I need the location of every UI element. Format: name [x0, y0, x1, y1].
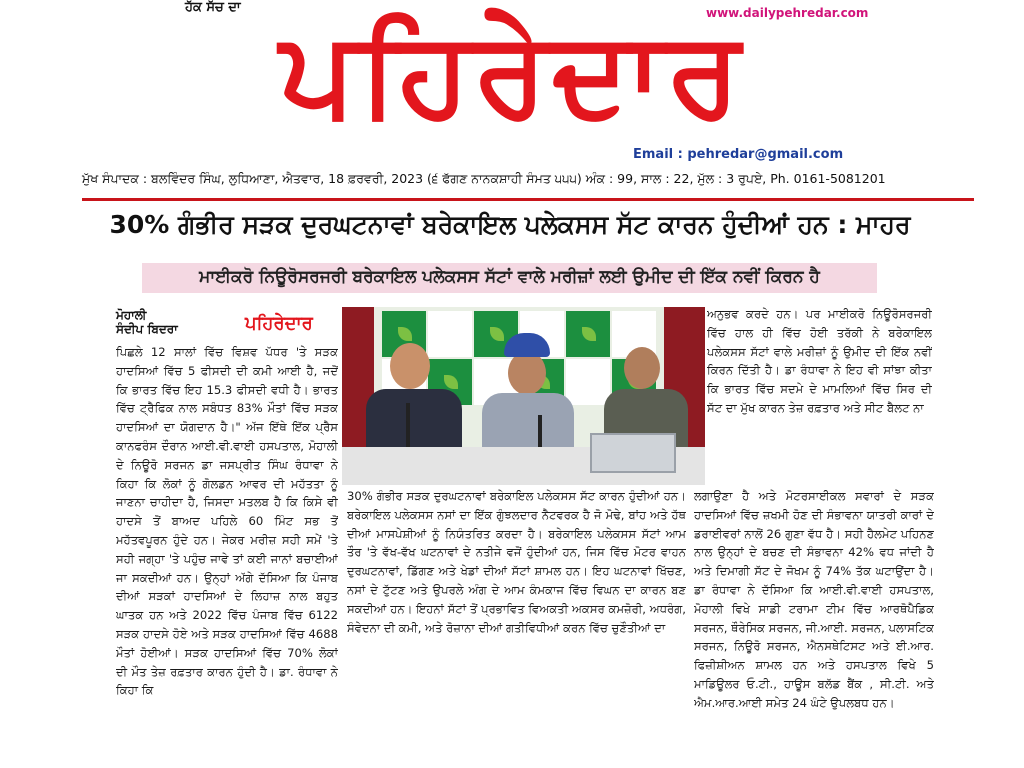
byline-place: ਮੋਹਾਲੀ: [116, 308, 147, 322]
article-column-left: ਪਿਛਲੇ 12 ਸਾਲਾਂ ਵਿੱਚ ਵਿਸ਼ਵ ਪੱਧਰ 'ਤੇ ਸੜਕ ਹਾਦਸਿਆਂ ਵਿੱਚ 5 ਫੀਸਦੀ ਦੀ ਕਮੀ ਆਈ ਹੈ, ਜਦੋਂ ਕਿ ਭਾਰਤ ਵਿੱਚ ਇਹ 15.3 ਫੀਸਦੀ ਵਧੀ ਹੈ। ਭਾਰਤ ਵਿੱਚ ਟ੍ਰੈਫਿਕ ਨਾਲ ਸਬੰਧਤ 83% ਮੌਤਾਂ ਵਿੱਚ ਸੜਕ ਹਾਦਸਿਆਂ ਦਾ ਯੋਗਦਾਨ ਹੈ।" ਅੱਜ ਇੱਥੇ ਇੱਕ ਪ੍ਰੈਸ ਕਾਨਫਰੰਸ ਦੌਰਾਨ ਆਈ.ਵੀ.ਵਾਈ ਹਸਪਤਾਲ, ਮੋਹਾਲੀ ਦੇ ਨਿਊਰੋ ਸਰਜਨ ਡਾ ਜਸਪ੍ਰੀਤ ਸਿੰਘ ਰੰਧਾਵਾ ਨੇ ਕਿਹਾ ਕਿ ਲੋਕਾਂ ਨੂੰ ਗੋਲਡਨ ਆਵਰ ਦੀ ਮਹੱਤਤਾ ਨੂੰ ਜਾਣਨਾ ਚਾਹੀਦਾ ਹੈ, ਜਿਸਦਾ ਮਤਲਬ ਹੈ ਕਿ ਕਿਸੇ ਵੀ ਹਾਦਸੇ ਤੋਂ ਬਾਅਦ ਪਹਿਲੇ 60 ਮਿੰਟ ਸਭ ਤੋਂ ਮਹੱਤਵਪੂਰਨ ਹੁੰਦੇ ਹਨ। ਜੇਕਰ ਮਰੀਜ਼ ਸਹੀ ਸਮੇਂ 'ਤੇ ਸਹੀ ਜਗ੍ਹਾ 'ਤੇ ਪਹੁੰਚ ਜਾਵੇ ਤਾਂ ਕਈ ਜਾਨਾਂ ਬਚਾਈਆਂ ਜਾ ਸਕਦੀਆਂ ਹਨ। ਉਨ੍ਹਾਂ ਅੱਗੇ ਦੱਸਿਆ ਕਿ ਪੰਜਾਬ ਦੀਆਂ ਸੜਕਾਂ ਹਾਦਸਿਆਂ ਦੇ ਲਿਹਾਜ਼ ਨਾਲ ਬਹੁਤ ਘਾਤਕ ਹਨ ਅਤੇ 2022 ਵਿੱਚ ਪੰਜਾਬ ਵਿੱਚ 6122 ਸੜਕ ਹਾਦਸੇ ਹੋਏ ਅਤੇ ਸੜਕ ਹਾਦਸਿਆਂ ਵਿੱਚ 4688 ਮੌਤਾਂ ਹੋਈਆਂ। ਸੜਕ ਹਾਦਸਿਆਂ ਵਿੱਚ 70% ਲੋਕਾਂ ਦੀ ਮੌਤ ਤੇਜ਼ ਰਫ਼ਤਾਰ ਕਾਰਨ ਹੁੰਦੀ ਹੈ। ਡਾ. ਰੰਧਾਵਾ ਨੇ ਕਿਹਾ ਕਿ: [116, 345, 338, 698]
masthead-title: ਪਹਿਰੇਦਾਰ: [279, 4, 745, 142]
byline-name: ਸੰਦੀਪ ਬਿਦਰਾ: [116, 322, 178, 336]
speaker-left-head: [390, 343, 430, 389]
press-conference-photo-icon: [342, 307, 705, 485]
article-headline: 30% ਗੰਭੀਰ ਸੜਕ ਦੁਰਘਟਨਾਵਾਂ ਬਰੇਕਾਇਲ ਪਲੇਕਸਸ ਸੱਟ ਕਾਰਨ ਹੁੰਦੀਆਂ ਹਨ : ਮਾਹਰ: [109, 210, 911, 239]
masthead-tagline: ਹੱਕ ਸੱਚ ਦਾ: [185, 0, 241, 15]
newspaper-logo-small: ਪਹਿਰੇਦਾਰ: [245, 313, 313, 334]
masthead-email[interactable]: Email : pehredar@gmail.com: [633, 147, 844, 162]
masthead-divider: [82, 198, 974, 201]
backdrop-panel: [566, 359, 610, 405]
masthead-website[interactable]: www.dailypehredar.com: [706, 6, 869, 20]
speaker-right-head: [624, 347, 660, 389]
speaker-center-head: [508, 351, 546, 395]
article-subheadline: ਮਾਈਕਰੋ ਨਿਊਰੋਸਰਜਰੀ ਬਰੇਕਾਇਲ ਪਲੇਕਸਸ ਸੱਟਾਂ ਵਾਲੇ ਮਰੀਜ਼ਾਂ ਲਈ ਉਮੀਦ ਦੀ ਇੱਕ ਨਵੀਂ ਕਿਰਨ ਹੈ: [199, 267, 820, 287]
laptop-icon: [590, 433, 676, 473]
article-column-middle: 30% ਗੰਭੀਰ ਸੜਕ ਦੁਰਘਟਨਾਵਾਂ ਬਰੇਕਾਇਲ ਪਲੇਕਸਸ ਸੱਟ ਕਾਰਨ ਹੁੰਦੀਆਂ ਹਨ। ਬਰੇਕਾਇਲ ਪਲੇਕਸਸ ਨਸਾਂ ਦਾ ਇੱਕ ਗੁੰਝਲਦਾਰ ਨੈਟਵਰਕ ਹੈ ਜੋ ਮੋਢੇ, ਬਾਂਹ ਅਤੇ ਹੱਥ ਦੀਆਂ ਮਾਸਪੇਸ਼ੀਆਂ ਨੂੰ ਨਿਯੰਤਰਿਤ ਕਰਦਾ ਹੈ। ਬਰੇਕਾਇਲ ਪਲੇਕਸਸ ਸੱਟਾਂ ਆਮ ਤੌਰ 'ਤੇ ਵੱਖ-ਵੱਖ ਘਟਨਾਵਾਂ ਦੇ ਨਤੀਜੇ ਵਜੋਂ ਹੁੰਦੀਆਂ ਹਨ, ਜਿਸ ਵਿੱਚ ਮੋਟਰ ਵਾਹਨ ਦੁਰਘਟਨਾਵਾਂ, ਡਿੱਗਣ ਅਤੇ ਖੇਡਾਂ ਦੀਆਂ ਸੱਟਾਂ ਸ਼ਾਮਲ ਹਨ। ਇਹ ਘਟਨਾਵਾਂ ਖਿੱਚਣ, ਨਸਾਂ ਦੇ ਟੁੱਟਣ ਅਤੇ ਉਪਰਲੇ ਅੰਗ ਦੇ ਆਮ ਕੰਮਕਾਜ ਵਿੱਚ ਵਿਘਨ ਦਾ ਕਾਰਨ ਬਣ ਸਕਦੀਆਂ ਹਨ। ਇਹਨਾਂ ਸੱਟਾਂ ਤੋਂ ਪ੍ਰਭਾਵਿਤ ਵਿਅਕਤੀ ਅਕਸਰ ਕਮਜ਼ੋਰੀ, ਅਧਰੰਗ, ਸੰਵੇਦਨਾ ਦੀ ਕਮੀ, ਅਤੇ ਰੋਜ਼ਾਨਾ ਦੀਆਂ ਗਤੀਵਿਧੀਆਂ ਕਰਨ ਵਿੱਚ ਚੁਣੌਤੀਆਂ ਦਾ: [347, 489, 686, 635]
backdrop-panel: [428, 311, 472, 357]
article-column-right-top: ਅਨੁਭਵ ਕਰਦੇ ਹਨ। ਪਰ ਮਾਈਕਰੋ ਨਿਊਰੋਸਰਜਰੀ ਵਿੱਚ ਹਾਲ ਹੀ ਵਿੱਚ ਹੋਈ ਤਰੱਕੀ ਨੇ ਬਰੇਕਾਇਲ ਪਲੇਕਸਸ ਸੱਟਾਂ ਵਾਲੇ ਮਰੀਜ਼ਾਂ ਨੂੰ ਉਮੀਦ ਦੀ ਇੱਕ ਨਵੀਂ ਕਿਰਨ ਦਿੱਤੀ ਹੈ। ਡਾ ਰੰਧਾਵਾ ਨੇ ਇਹ ਵੀ ਸਾਂਝਾ ਕੀਤਾ ਕਿ ਭਾਰਤ ਵਿੱਚ ਸਦਮੇ ਦੇ ਮਾਮਲਿਆਂ ਵਿੱਚ ਸਿਰ ਦੀ ਸੱਟ ਦਾ ਮੁੱਖ ਕਾਰਨ ਤੇਜ਼ ਰਫ਼ਤਾਰ ਅਤੇ ਸੀਟ ਬੈਲਟ ਨਾ: [707, 307, 932, 415]
article-column-right-bottom: ਲਗਾਉਣਾ ਹੈ ਅਤੇ ਮੋਟਰਸਾਈਕਲ ਸਵਾਰਾਂ ਦੇ ਸੜਕ ਹਾਦਸਿਆਂ ਵਿੱਚ ਜ਼ਖਮੀ ਹੋਣ ਦੀ ਸੰਭਾਵਨਾ ਯਾਤਰੀ ਕਾਰਾਂ ਦੇ ਡਰਾਈਵਰਾਂ ਨਾਲੋਂ 26 ਗੁਣਾ ਵੱਧ ਹੈ। ਸਹੀ ਹੈਲਮੇਟ ਪਹਿਨਣ ਨਾਲ ਉਨ੍ਹਾਂ ਦੇ ਬਚਣ ਦੀ ਸੰਭਾਵਨਾ 42% ਵਧ ਜਾਂਦੀ ਹੈ ਅਤੇ ਦਿਮਾਗੀ ਸੱਟ ਦੇ ਜੋਖਮ ਨੂੰ 74% ਤੱਕ ਘਟਾਉਂਦਾ ਹੈ। ਡਾ ਰੰਧਾਵਾ ਨੇ ਦੱਸਿਆ ਕਿ ਆਈ.ਵੀ.ਵਾਈ ਹਸਪਤਾਲ, ਮੋਹਾਲੀ ਵਿਖੇ ਸਾਡੀ ਟਰਾਮਾ ਟੀਮ ਵਿੱਚ ਆਰਥੋਪੈਡਿਕ ਸਰਜਨ, ਥੌਰੇਸਿਕ ਸਰਜਨ, ਜੀ.ਆਈ. ਸਰਜਨ, ਪਲਾਸਟਿਕ ਸਰਜਨ, ਨਿਊਰੋ ਸਰਜਨ, ਐਨਸਥੇਟਿਸਟ ਅਤੇ ਈ.ਆਰ. ਫਿਜ਼ੀਸ਼ੀਅਨ ਸ਼ਾਮਲ ਹਨ ਅਤੇ ਹਸਪਤਾਲ ਵਿਖੇ 5 ਮਾਡਿਊਲਰ ਓ.ਟੀ., ਹਾਊਸ ਬਲੱਡ ਬੈਂਕ , ਸੀ.ਟੀ. ਅਤੇ ਐਮ.ਆਰ.ਆਈ ਸਮੇਤ 24 ਘੰਟੇ ਉਪਲਬਧ ਹਨ।: [694, 489, 934, 710]
microphone-icon: [538, 415, 542, 447]
microphone-icon: [406, 403, 410, 447]
dateline: ਮੁੱਖ ਸੰਪਾਦਕ : ਬਲਵਿੰਦਰ ਸਿੰਘ, ਲੁਧਿਆਣਾ, ਐਤਵਾਰ, 18 ਫ਼ਰਵਰੀ, 2023 (੬ ਫੱਗਣ ਨਾਨਕਸ਼ਾਹੀ ਸੰਮਤ ੫੫੫) ਅੰਕ : 99, ਸਾਲ : 22, ਮੁੱਲ : 3 ਰੁਪਏ, Ph. 0161-5081201: [82, 171, 886, 186]
